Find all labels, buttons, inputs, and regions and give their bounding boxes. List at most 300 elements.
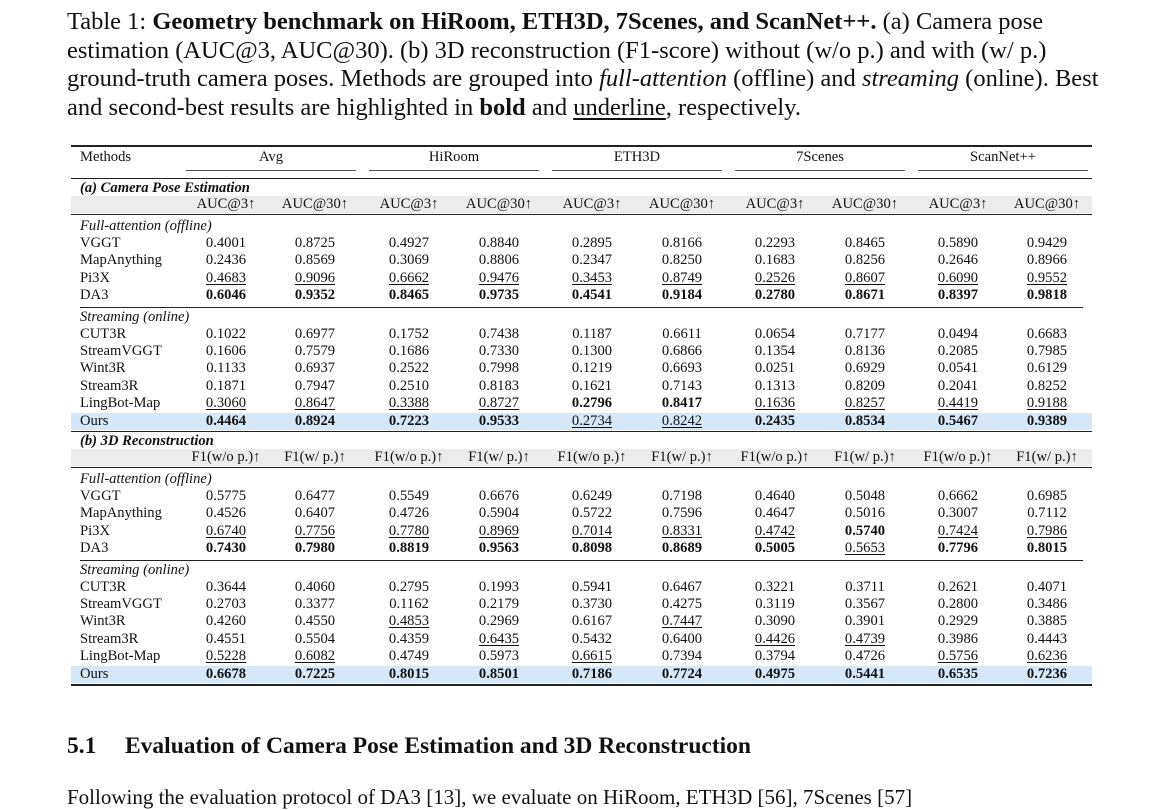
value-cell: 0.4071 — [1026, 578, 1068, 595]
section-title: (b) 3D Reconstruction — [80, 433, 214, 449]
method-name: Ours — [80, 412, 109, 429]
value-cell: 0.4426 — [754, 630, 796, 647]
value-cell: 0.9352 — [294, 287, 336, 304]
value-cell: 0.3453 — [571, 269, 613, 286]
method-name: Stream3R — [80, 630, 139, 647]
value-cell: 0.6090 — [937, 269, 979, 286]
metric-header: AUC@30↑ — [465, 196, 533, 212]
value-cell: 0.4975 — [754, 665, 796, 682]
value-cell: 0.7236 — [1026, 665, 1068, 682]
metric-header: F1(w/ p.)↑ — [468, 449, 530, 465]
value-cell: 0.4640 — [754, 488, 796, 504]
metric-header: F1(w/ p.)↑ — [651, 449, 713, 465]
value-cell: 0.7330 — [478, 343, 520, 359]
value-cell: 0.7985 — [1026, 343, 1068, 359]
group-separator — [80, 560, 1083, 561]
value-cell: 0.7424 — [937, 522, 979, 539]
value-cell: 0.6977 — [294, 325, 336, 342]
value-cell: 0.8015 — [1026, 540, 1068, 557]
value-cell: 0.9818 — [1026, 287, 1068, 304]
method-name: DA3 — [80, 287, 109, 304]
value-cell: 0.6662 — [388, 269, 430, 286]
value-cell: 0.5973 — [478, 648, 520, 665]
value-cell: 0.7186 — [571, 665, 613, 682]
method-name: DA3 — [80, 540, 109, 557]
value-cell: 0.5756 — [937, 648, 979, 665]
value-cell: 0.6477 — [294, 488, 336, 504]
value-cell: 0.4464 — [205, 412, 247, 429]
value-cell: 0.6082 — [294, 648, 336, 665]
header-cmidrule — [918, 170, 1088, 171]
method-name: Wint3R — [80, 360, 126, 377]
metric-header-row — [71, 449, 1092, 466]
value-cell: 0.8465 — [388, 287, 430, 304]
value-cell: 0.6662 — [937, 488, 979, 504]
metric-header: F1(w/o p.)↑ — [740, 449, 810, 465]
value-cell: 0.8183 — [478, 377, 520, 394]
value-cell: 0.1354 — [754, 343, 796, 359]
value-cell: 0.2703 — [205, 596, 247, 612]
value-cell: 0.1606 — [205, 343, 247, 359]
value-cell: 0.0251 — [754, 360, 796, 377]
value-cell: 0.2435 — [754, 412, 796, 429]
value-cell: 0.9429 — [1026, 235, 1068, 251]
dataset-header: Avg — [258, 149, 284, 165]
dataset-header: ScanNet++ — [970, 149, 1036, 165]
method-name: Ours — [80, 665, 109, 682]
value-cell: 0.6535 — [937, 665, 979, 682]
method-name: Wint3R — [80, 613, 126, 630]
value-cell: 0.8534 — [844, 412, 886, 429]
section-title: (a) Camera Pose Estimation — [80, 180, 250, 196]
value-cell: 0.8725 — [294, 235, 336, 251]
table-row — [71, 235, 1092, 252]
value-cell: 0.4260 — [205, 613, 247, 630]
dataset-header: 7Scenes — [796, 149, 844, 165]
section-heading — [67, 733, 751, 760]
table-row — [71, 631, 1092, 648]
value-cell: 0.5005 — [754, 540, 796, 557]
value-cell: 0.1022 — [205, 325, 247, 342]
metric-header: F1(w/ p.)↑ — [834, 449, 896, 465]
value-cell: 0.2041 — [937, 377, 979, 394]
value-cell: 0.6407 — [294, 505, 336, 522]
value-cell: 0.1683 — [754, 252, 796, 269]
value-cell: 0.3986 — [937, 630, 979, 647]
value-cell: 0.1162 — [389, 596, 429, 612]
section-bottom-rule — [71, 431, 1092, 432]
method-name: VGGT — [80, 488, 121, 504]
method-name: Pi3X — [80, 522, 111, 539]
metric-header: F1(w/ p.)↑ — [1016, 449, 1078, 465]
value-cell: 0.4060 — [294, 578, 336, 595]
value-cell: 0.4275 — [661, 596, 703, 612]
value-cell: 0.6740 — [205, 522, 247, 539]
caption-text-1: (a) Camera pose estimation (AUC@3, AUC@30). (b) 3D reconstruction (F1-score) without (w/o p.) and with (w/ p.) ground-truth camera poses. Methods are grouped into — [67, 8, 1047, 93]
value-cell: 0.7223 — [388, 412, 430, 429]
value-cell: 0.9735 — [478, 287, 520, 304]
value-cell: 0.6866 — [661, 343, 703, 359]
table-caption — [67, 8, 1107, 122]
value-cell: 0.9476 — [478, 269, 520, 286]
value-cell: 0.2347 — [571, 252, 613, 269]
value-cell: 0.3060 — [205, 395, 247, 412]
value-cell: 0.8257 — [844, 395, 886, 412]
value-cell: 0.6400 — [661, 630, 703, 647]
caption-underline-word: underline — [573, 93, 666, 121]
value-cell: 0.4647 — [754, 505, 796, 522]
value-cell: 0.4541 — [571, 287, 613, 304]
table-row — [71, 613, 1092, 630]
value-cell: 0.8569 — [294, 252, 336, 269]
value-cell: 0.8969 — [478, 522, 520, 539]
value-cell: 0.7724 — [661, 665, 703, 682]
value-cell: 0.6683 — [1026, 325, 1068, 342]
value-cell: 0.1686 — [388, 343, 430, 359]
value-cell: 0.7198 — [661, 488, 703, 504]
value-cell: 0.7143 — [661, 377, 703, 394]
value-cell: 0.5775 — [205, 488, 247, 504]
value-cell: 0.2734 — [571, 412, 613, 429]
value-cell: 0.8098 — [571, 540, 613, 557]
value-cell: 0.6435 — [478, 630, 520, 647]
value-cell: 0.1636 — [754, 395, 796, 412]
value-cell: 0.5432 — [571, 630, 613, 647]
value-cell: 0.6929 — [844, 360, 886, 377]
value-cell: 0.8015 — [388, 665, 430, 682]
group-label: Streaming (online) — [80, 561, 190, 578]
value-cell: 0.2522 — [388, 360, 430, 377]
header-cmidrule — [552, 170, 722, 171]
header-cmidrule — [369, 170, 539, 171]
value-cell: 0.5048 — [844, 488, 886, 504]
value-cell: 0.3567 — [844, 596, 886, 612]
metric-header: AUC@3↑ — [379, 196, 439, 212]
value-cell: 0.2436 — [205, 252, 247, 269]
header-cmidrule — [735, 170, 905, 171]
caption-streaming: streaming — [861, 65, 960, 93]
value-cell: 0.3730 — [571, 596, 613, 612]
method-name: VGGT — [80, 235, 121, 251]
method-name: LingBot-Map — [80, 395, 161, 412]
value-cell: 0.6676 — [478, 488, 520, 504]
value-cell: 0.5653 — [844, 540, 886, 557]
table-row — [71, 540, 1092, 557]
value-cell: 0.2800 — [937, 596, 979, 612]
value-cell: 0.5467 — [937, 412, 979, 429]
value-cell: 0.7225 — [294, 665, 336, 682]
caption-text-3: (online). Best and second-best results are highlighted in — [67, 65, 1099, 121]
value-cell: 0.3644 — [205, 578, 247, 595]
caption-text-4: and — [525, 93, 574, 121]
table-row — [71, 343, 1092, 360]
value-cell: 0.7947 — [294, 377, 336, 394]
value-cell: 0.8331 — [661, 522, 703, 539]
value-cell: 0.7014 — [571, 522, 613, 539]
value-cell: 0.7447 — [661, 613, 703, 630]
top-rule — [71, 145, 1092, 147]
value-cell: 0.8250 — [661, 252, 703, 269]
value-cell: 0.0494 — [937, 325, 979, 342]
metric-header: F1(w/o p.)↑ — [557, 449, 627, 465]
value-cell: 0.9184 — [661, 287, 703, 304]
value-cell: 0.2969 — [478, 613, 520, 630]
value-cell: 0.2510 — [388, 377, 430, 394]
metric-header: AUC@30↑ — [281, 196, 349, 212]
value-cell: 0.9188 — [1026, 395, 1068, 412]
group-label: Streaming (online) — [80, 308, 190, 325]
metric-header: F1(w/o p.)↑ — [374, 449, 444, 465]
value-cell: 0.8501 — [478, 665, 520, 682]
methods-header: Methods — [80, 149, 132, 165]
table-row — [71, 413, 1092, 430]
value-cell: 0.3486 — [1026, 596, 1068, 612]
value-cell: 0.4419 — [937, 395, 979, 412]
value-cell: 0.8819 — [388, 540, 430, 557]
value-cell: 0.4853 — [388, 613, 430, 630]
method-name: MapAnything — [80, 252, 162, 269]
value-cell: 0.7430 — [205, 540, 247, 557]
table-row — [71, 287, 1092, 304]
value-cell: 0.1300 — [571, 343, 613, 359]
method-name: StreamVGGT — [80, 596, 162, 612]
metric-header-row — [71, 196, 1092, 213]
value-cell: 0.5722 — [571, 505, 613, 522]
value-cell: 0.8671 — [844, 287, 886, 304]
value-cell: 0.2795 — [388, 578, 430, 595]
value-cell: 0.7438 — [478, 325, 520, 342]
value-cell: 0.1752 — [388, 325, 430, 342]
value-cell: 0.4683 — [205, 269, 247, 286]
value-cell: 0.3007 — [937, 505, 979, 522]
value-cell: 0.8397 — [937, 287, 979, 304]
value-cell: 0.1871 — [205, 377, 247, 394]
value-cell: 0.5549 — [388, 488, 430, 504]
value-cell: 0.8806 — [478, 252, 520, 269]
value-cell: 0.3221 — [754, 578, 796, 595]
caption-full-attention: full-attention — [599, 65, 727, 93]
value-cell: 0.6249 — [571, 488, 613, 504]
table-row — [71, 360, 1092, 377]
caption-bold-word: bold — [479, 93, 526, 121]
value-cell: 0.2796 — [571, 395, 613, 412]
value-cell: 0.4739 — [844, 630, 886, 647]
value-cell: 0.6615 — [571, 648, 613, 665]
value-cell: 0.6693 — [661, 360, 703, 377]
metric-header: F1(w/o p.)↑ — [923, 449, 993, 465]
value-cell: 0.7980 — [294, 540, 336, 557]
header-cmidrule — [186, 170, 356, 171]
value-cell: 0.7596 — [661, 505, 703, 522]
value-cell: 0.2895 — [571, 235, 613, 251]
value-cell: 0.8647 — [294, 395, 336, 412]
value-cell: 0.5504 — [294, 630, 336, 647]
header-bottom-rule — [71, 178, 1092, 179]
value-cell: 0.6937 — [294, 360, 336, 377]
value-cell: 0.8966 — [1026, 252, 1068, 269]
group-separator — [80, 307, 1083, 308]
caption-label: Table 1: — [67, 8, 147, 35]
table-row — [71, 326, 1092, 343]
value-cell: 0.7998 — [478, 360, 520, 377]
value-cell: 0.7394 — [661, 648, 703, 665]
value-cell: 0.6985 — [1026, 488, 1068, 504]
value-cell: 0.9563 — [478, 540, 520, 557]
value-cell: 0.2526 — [754, 269, 796, 286]
value-cell: 0.8924 — [294, 412, 336, 429]
value-cell: 0.0541 — [937, 360, 979, 377]
value-cell: 0.2293 — [754, 235, 796, 251]
value-cell: 0.4443 — [1026, 630, 1068, 647]
value-cell: 0.5890 — [937, 235, 979, 251]
value-cell: 0.6611 — [662, 325, 702, 342]
group-label: Full-attention (offline) — [80, 218, 212, 234]
value-cell: 0.3388 — [388, 395, 430, 412]
dataset-header: HiRoom — [428, 149, 480, 165]
metric-header-rule — [71, 467, 1092, 468]
value-cell: 0.6467 — [661, 578, 703, 595]
header-row — [71, 149, 1092, 166]
value-cell: 0.7177 — [844, 325, 886, 342]
section-title: Evaluation of Camera Pose Estimation and 3D Reconstruction — [125, 733, 751, 759]
value-cell: 0.6167 — [571, 613, 613, 630]
value-cell: 0.5441 — [844, 665, 886, 682]
value-cell: 0.3901 — [844, 613, 886, 630]
value-cell: 0.3090 — [754, 613, 796, 630]
value-cell: 0.8209 — [844, 377, 886, 394]
metric-header-rule — [71, 214, 1092, 215]
value-cell: 0.8749 — [661, 269, 703, 286]
metric-header: AUC@30↑ — [1013, 196, 1081, 212]
table-row — [71, 596, 1092, 613]
value-cell: 0.6678 — [205, 665, 247, 682]
metric-header: F1(w/ p.)↑ — [284, 449, 346, 465]
value-cell: 0.8256 — [844, 252, 886, 269]
body-paragraph: Following the evaluation protocol of DA3 [13], we evaluate on HiRoom, ETH3D [56], 7Scenes [57] — [67, 785, 913, 809]
value-cell: 0.9533 — [478, 412, 520, 429]
value-cell: 0.4742 — [754, 522, 796, 539]
value-cell: 0.8136 — [844, 343, 886, 359]
value-cell: 0.6236 — [1026, 648, 1068, 665]
method-name: LingBot-Map — [80, 648, 161, 665]
metric-header: AUC@3↑ — [196, 196, 256, 212]
value-cell: 0.9389 — [1026, 412, 1068, 429]
value-cell: 0.8607 — [844, 269, 886, 286]
value-cell: 0.5740 — [844, 522, 886, 539]
value-cell: 0.1133 — [206, 360, 246, 377]
value-cell: 0.4550 — [294, 613, 336, 630]
table-row — [71, 505, 1092, 522]
section-number: 5.1 — [67, 733, 97, 759]
table-row — [71, 648, 1092, 665]
value-cell: 0.2179 — [478, 596, 520, 612]
metric-header: AUC@3↑ — [745, 196, 805, 212]
value-cell: 0.7579 — [294, 343, 336, 359]
method-name: MapAnything — [80, 505, 162, 522]
value-cell: 0.8465 — [844, 235, 886, 251]
value-cell: 0.3794 — [754, 648, 796, 665]
metric-header: F1(w/o p.)↑ — [191, 449, 261, 465]
value-cell: 0.3711 — [845, 578, 885, 595]
value-cell: 0.5228 — [205, 648, 247, 665]
value-cell: 0.2621 — [937, 578, 979, 595]
value-cell: 0.2646 — [937, 252, 979, 269]
value-cell: 0.1219 — [571, 360, 613, 377]
value-cell: 0.7112 — [1027, 505, 1067, 522]
value-cell: 0.7986 — [1026, 522, 1068, 539]
value-cell: 0.9096 — [294, 269, 336, 286]
metric-header: AUC@3↑ — [928, 196, 988, 212]
value-cell: 0.1993 — [478, 578, 520, 595]
table-row — [71, 395, 1092, 412]
value-cell: 0.7796 — [937, 540, 979, 557]
value-cell: 0.5941 — [571, 578, 613, 595]
value-cell: 0.2780 — [754, 287, 796, 304]
value-cell: 0.8727 — [478, 395, 520, 412]
dataset-header: ETH3D — [613, 149, 661, 165]
value-cell: 0.8689 — [661, 540, 703, 557]
value-cell: 0.2085 — [937, 343, 979, 359]
value-cell: 0.4551 — [205, 630, 247, 647]
method-name: CUT3R — [80, 578, 127, 595]
value-cell: 0.6129 — [1026, 360, 1068, 377]
metric-header: AUC@3↑ — [562, 196, 622, 212]
value-cell: 0.7780 — [388, 522, 430, 539]
value-cell: 0.1313 — [754, 377, 796, 394]
value-cell: 0.4726 — [844, 648, 886, 665]
table-row — [71, 378, 1092, 395]
value-cell: 0.7756 — [294, 522, 336, 539]
value-cell: 0.6046 — [205, 287, 247, 304]
method-name: Stream3R — [80, 377, 139, 394]
value-cell: 0.8417 — [661, 395, 703, 412]
table-row — [71, 270, 1092, 287]
value-cell: 0.4001 — [205, 235, 247, 251]
caption-text-5: , respectively. — [665, 93, 801, 121]
value-cell: 0.4927 — [388, 235, 430, 251]
metric-header: AUC@30↑ — [831, 196, 899, 212]
value-cell: 0.8242 — [661, 412, 703, 429]
value-cell: 0.8166 — [661, 235, 703, 251]
value-cell: 0.0654 — [754, 325, 796, 342]
value-cell: 0.1187 — [572, 325, 612, 342]
table-row — [71, 523, 1092, 540]
group-label: Full-attention (offline) — [80, 471, 212, 487]
value-cell: 0.3377 — [294, 596, 336, 612]
metric-header: AUC@30↑ — [648, 196, 716, 212]
value-cell: 0.3885 — [1026, 613, 1068, 630]
table-row — [71, 579, 1092, 596]
value-cell: 0.4726 — [388, 505, 430, 522]
value-cell: 0.9552 — [1026, 269, 1068, 286]
value-cell: 0.4359 — [388, 630, 430, 647]
method-name: Pi3X — [80, 269, 111, 286]
value-cell: 0.3119 — [755, 596, 795, 612]
method-name: CUT3R — [80, 325, 127, 342]
value-cell: 0.4526 — [205, 505, 247, 522]
value-cell: 0.2929 — [937, 613, 979, 630]
table-row — [71, 252, 1092, 269]
caption-title: Geometry benchmark on HiRoom, ETH3D, 7Scenes, and ScanNet++. — [152, 8, 877, 35]
value-cell: 0.1621 — [571, 377, 613, 394]
method-name: StreamVGGT — [80, 343, 162, 359]
value-cell: 0.3069 — [388, 252, 430, 269]
value-cell: 0.5904 — [478, 505, 520, 522]
table-row — [71, 666, 1092, 683]
value-cell: 0.8840 — [478, 235, 520, 251]
section-bottom-rule — [71, 684, 1092, 686]
value-cell: 0.8252 — [1026, 377, 1068, 394]
